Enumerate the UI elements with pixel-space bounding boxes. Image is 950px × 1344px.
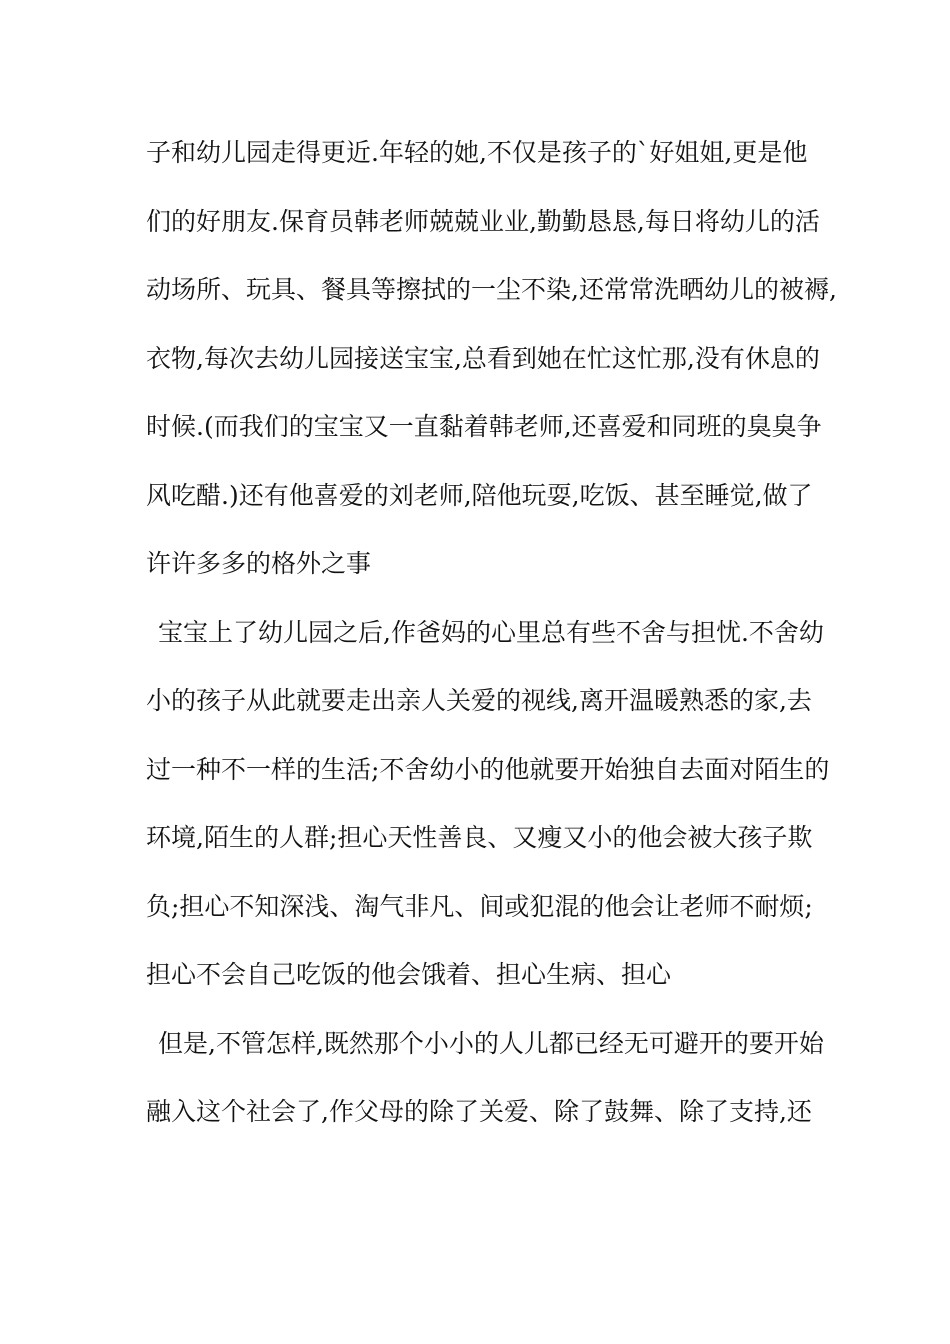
text-line: 融入这个社会了,作父母的除了关爱、除了鼓舞、除了支持,还 [146,1097,812,1126]
text-line: 们的好朋友.保育员韩老师兢兢业业,勤勤恳恳,每日将幼儿的活 [146,206,820,236]
text-line: 时候.(而我们的宝宝又一直黏着韩老师,还喜爱和同班的臭臭争 [146,412,822,441]
text-line: 负;担心不知深浅、淘气非凡、间或犯混的他会让老师不耐烦; [146,891,813,921]
text-line: 环境,陌生的人群;担心天性善良、又瘦又小的他会被大孩子欺 [146,823,813,852]
text-line: 动场所、玩具、餐具等擦拭的一尘不染,还常常洗晒幼儿的被褥, [146,275,837,304]
text-line: 小的孩子从此就要走出亲人关爱的视线,离开温暖熟悉的家,去 [146,686,812,715]
text-line: 但是,不管怎样,既然那个小小的人儿都已经无可避开的要开始 [158,1028,824,1058]
body-text [146,132,837,1160]
text-line: 宝宝上了幼儿园之后,作爸妈的心里总有些不舍与担忧.不舍幼 [158,617,824,647]
text-line: 担心不会自己吃饭的他会饿着、担心生病、担心 [146,960,672,989]
text-line: 过一种不一样的生活;不舍幼小的他就要开始独自去面对陌生的 [146,754,830,784]
text-line: 风吃醋.)还有他喜爱的刘老师,陪他玩耍,吃饭、甚至睡觉,做了 [146,480,813,510]
text-line: 子和幼儿园走得更近.年轻的她,不仅是孩子的`好姐姐,更是他 [146,138,808,167]
text-line: 许许多多的格外之事 [146,549,372,578]
text-line: 衣物,每次去幼儿园接送宝宝,总看到她在忙这忙那,没有休息的 [146,343,820,373]
